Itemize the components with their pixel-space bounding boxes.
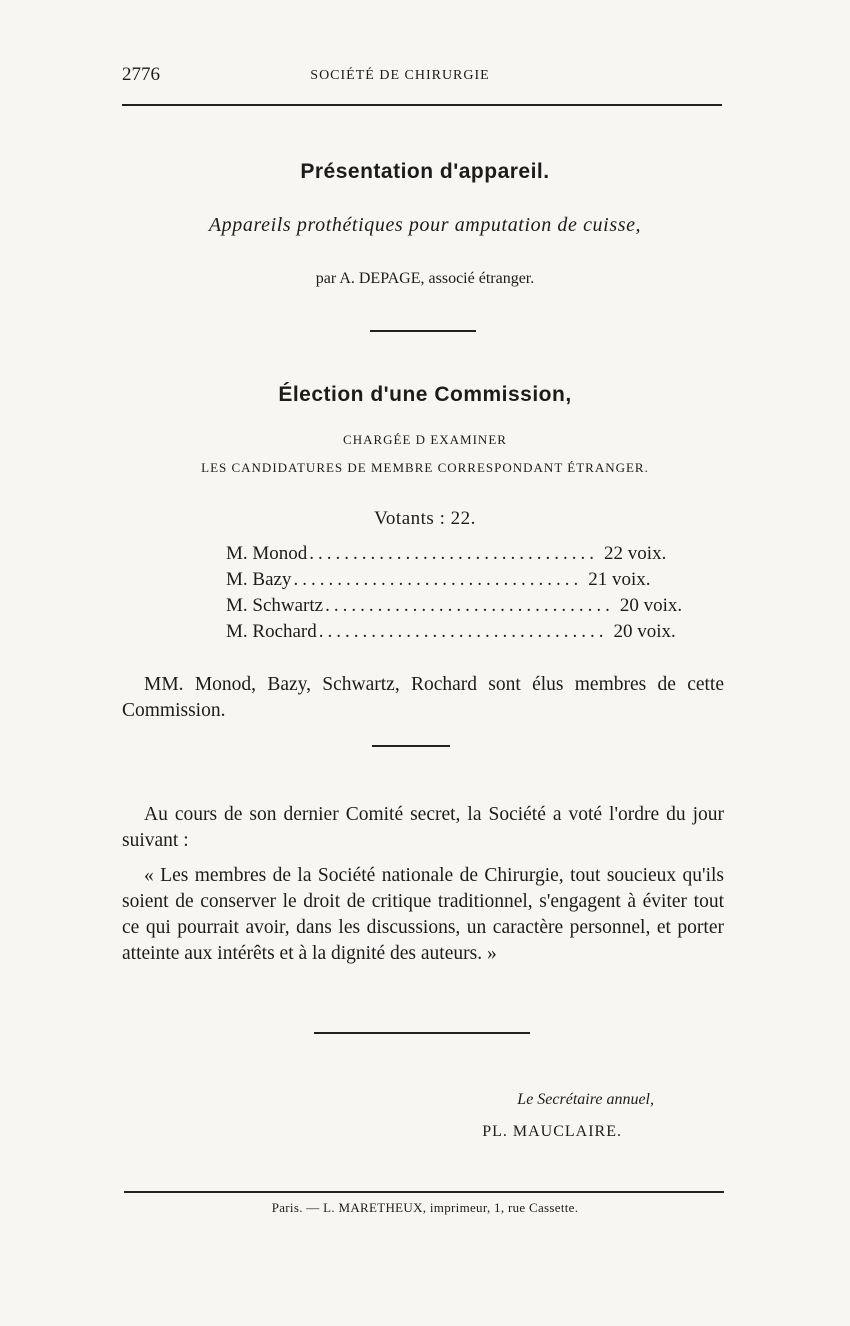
dot-leader: ................................. bbox=[309, 543, 599, 564]
separator-rule bbox=[370, 330, 476, 332]
page-number: 2776 bbox=[122, 64, 160, 85]
dot-leader: ................................. bbox=[293, 569, 583, 590]
vote-name: M. Schwartz bbox=[226, 595, 324, 616]
vote-count: 22 voix. bbox=[604, 543, 667, 564]
running-head: SOCIÉTÉ DE CHIRURGIE bbox=[310, 68, 490, 83]
vote-name: M. Rochard bbox=[226, 621, 317, 642]
vote-count: 20 voix. bbox=[619, 595, 683, 616]
vote-name: M. Bazy bbox=[226, 569, 292, 590]
closing-rule bbox=[314, 1032, 530, 1034]
votants-count: Votants : 22. bbox=[374, 508, 476, 529]
signature-name: PL. MAUCLAIRE. bbox=[482, 1123, 622, 1140]
vote-row bbox=[226, 595, 683, 621]
election-caption-line1: CHARGÉE D EXAMINER bbox=[343, 432, 507, 447]
vote-row bbox=[226, 621, 676, 647]
comite-quote: « Les membres de la Société nationale de Chirurgie, tout soucieux qu'ils soient de conserver le droit de critique traditionnel, s'engagent à éviter tout ce qui pourrait avoir, dans les discussions, un caractère personnel, et porter atteinte aux intérêts et à la dignité des auteurs. » bbox=[122, 865, 724, 964]
election-caption-line2: LES CANDIDATURES DE MEMBRE CORRESPONDANT ÉTRANGER. bbox=[201, 460, 649, 475]
footer-imprint: Paris. — L. MARETHEUX, imprimeur, 1, rue Cassette. bbox=[271, 1200, 579, 1215]
vote-row bbox=[226, 543, 667, 569]
election-title: Élection d'une Commission, bbox=[278, 383, 572, 406]
vote-name: M. Monod bbox=[226, 543, 308, 564]
header-rule bbox=[122, 104, 722, 106]
dot-leader: ................................. bbox=[325, 595, 614, 616]
presentation-title: Présentation d'appareil. bbox=[300, 160, 550, 183]
presentation-byline: par A. DEPAGE, associé étranger. bbox=[315, 270, 535, 287]
vote-count: 21 voix. bbox=[588, 569, 651, 590]
separator-rule bbox=[372, 745, 450, 747]
presentation-subtitle: Appareils prothétiques pour amputation de cuisse, bbox=[208, 214, 642, 236]
footer-rule bbox=[124, 1191, 724, 1193]
vote-count: 20 voix. bbox=[613, 621, 676, 642]
comite-intro: Au cours de son dernier Comité secret, la Société a voté l'ordre du jour suivant : bbox=[122, 804, 724, 851]
signature-role: Le Secrétaire annuel, bbox=[517, 1091, 654, 1108]
election-conclusion: MM. Monod, Bazy, Schwartz, Rochard sont élus membres de cette Commission. bbox=[122, 674, 724, 721]
vote-row bbox=[226, 569, 651, 595]
dot-leader: ................................. bbox=[318, 621, 608, 642]
